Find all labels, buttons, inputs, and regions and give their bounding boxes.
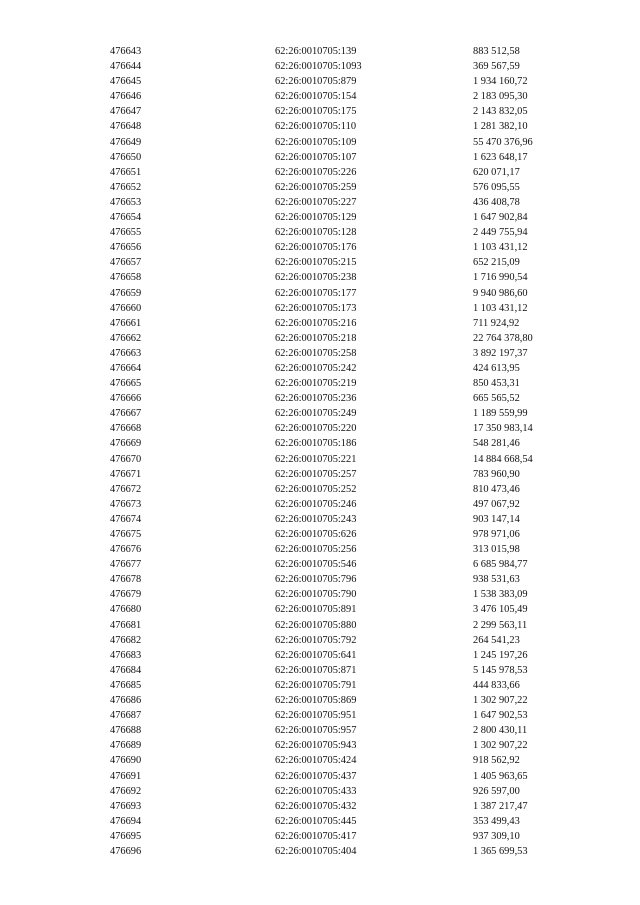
cadastral-number-cell: 62:26:0010705:796 — [275, 574, 357, 586]
record-number-cell: 476667 — [110, 408, 142, 420]
cadastral-value-cell: 2 299 563,11 — [473, 619, 528, 631]
cadastral-value-cell: 903 147,14 — [473, 513, 520, 525]
cadastral-number-cell: 62:26:0010705:176 — [275, 242, 357, 254]
record-number-cell: 476690 — [110, 755, 142, 767]
cadastral-number-cell: 62:26:0010705:107 — [275, 151, 357, 163]
cadastral-number-cell: 62:26:0010705:242 — [275, 362, 357, 374]
record-number-cell: 476651 — [110, 166, 142, 178]
cadastral-number-cell: 62:26:0010705:1093 — [275, 61, 362, 73]
cadastral-value-cell: 424 613,95 — [473, 362, 520, 374]
record-number-cell: 476655 — [110, 227, 142, 239]
table-row — [110, 784, 580, 799]
cadastral-number-cell: 62:26:0010705:246 — [275, 498, 357, 510]
record-number-cell: 476689 — [110, 740, 142, 752]
table-row — [110, 738, 580, 753]
table-row — [110, 602, 580, 617]
table-row — [110, 633, 580, 648]
cadastral-number-cell: 62:26:0010705:218 — [275, 332, 357, 344]
cadastral-number-cell: 62:26:0010705:177 — [275, 287, 357, 299]
cadastral-value-cell: 2 183 095,30 — [473, 91, 528, 103]
table-row — [110, 240, 580, 255]
table-row — [110, 346, 580, 361]
cadastral-number-cell: 62:26:0010705:139 — [275, 46, 357, 57]
cadastral-value-cell: 1 647 902,53 — [473, 710, 528, 722]
record-number-cell: 476675 — [110, 529, 142, 540]
record-number-cell: 476662 — [110, 332, 142, 344]
cadastral-value-cell: 497 067,92 — [473, 498, 520, 510]
record-number-cell: 476663 — [110, 347, 142, 359]
cadastral-value-cell: 1 245 197,26 — [473, 649, 528, 661]
cadastral-value-cell: 783 960,90 — [473, 468, 520, 480]
record-number-cell: 476652 — [110, 181, 142, 193]
cadastral-number-cell: 62:26:0010705:437 — [275, 770, 357, 782]
table-row — [110, 195, 580, 210]
record-number-cell: 476684 — [110, 664, 142, 676]
table-row — [110, 301, 580, 316]
cadastral-value-cell: 810 473,46 — [473, 483, 520, 495]
cadastral-value-cell: 14 884 668,54 — [473, 453, 533, 465]
table-row — [110, 769, 580, 784]
cadastral-value-cell: 9 940 986,60 — [473, 287, 528, 299]
cadastral-number-cell: 62:26:0010705:259 — [275, 181, 357, 193]
cadastral-number-cell: 62:26:0010705:252 — [275, 483, 357, 495]
table-row — [110, 829, 580, 844]
record-number-cell: 476665 — [110, 378, 142, 390]
cadastral-value-cell: 620 071,17 — [473, 166, 520, 178]
cadastral-number-cell: 62:26:0010705:641 — [275, 649, 357, 661]
cadastral-number-cell: 62:26:0010705:256 — [275, 544, 357, 556]
cadastral-number-cell: 62:26:0010705:257 — [275, 468, 357, 480]
cadastral-value-cell: 850 453,31 — [473, 378, 520, 390]
cadastral-number-cell: 62:26:0010705:417 — [275, 830, 357, 842]
cadastral-value-cell: 1 302 907,22 — [473, 740, 528, 752]
cadastral-value-cell: 1 189 559,99 — [473, 408, 528, 420]
cadastral-value-cell: 1 103 431,12 — [473, 242, 528, 254]
table-row — [110, 406, 580, 421]
table-row — [110, 678, 580, 693]
table-row — [110, 467, 580, 482]
cadastral-value-cell: 1 103 431,12 — [473, 302, 528, 314]
cadastral-number-cell: 62:26:0010705:236 — [275, 393, 357, 405]
record-number-cell: 476672 — [110, 483, 142, 495]
cadastral-value-cell: 1 281 382,10 — [473, 121, 528, 133]
cadastral-value-cell: 3 476 105,49 — [473, 604, 528, 616]
cadastral-number-cell: 62:26:0010705:249 — [275, 408, 357, 420]
record-number-cell: 476648 — [110, 121, 142, 133]
record-number-cell: 476643 — [110, 46, 142, 57]
cadastral-value-cell: 1 387 217,47 — [473, 800, 528, 812]
cadastral-value-cell: 978 971,06 — [473, 529, 520, 540]
cadastral-value-cell: 1 647 902,84 — [473, 212, 528, 224]
record-number-cell: 476645 — [110, 76, 142, 88]
table-row — [110, 527, 580, 542]
record-number-cell: 476668 — [110, 423, 142, 435]
table-row — [110, 376, 580, 391]
table-row — [110, 135, 580, 150]
record-number-cell: 476656 — [110, 242, 142, 254]
cadastral-number-cell: 62:26:0010705:227 — [275, 196, 357, 208]
cadastral-value-cell: 264 541,23 — [473, 634, 520, 646]
record-number-cell: 476680 — [110, 604, 142, 616]
cadastral-number-cell: 62:26:0010705:891 — [275, 604, 357, 616]
record-number-cell: 476654 — [110, 212, 142, 224]
cadastral-value-cell: 313 015,98 — [473, 544, 520, 556]
table-row — [110, 74, 580, 89]
table-row — [110, 753, 580, 768]
cadastral-number-cell: 62:26:0010705:221 — [275, 453, 357, 465]
cadastral-number-cell: 62:26:0010705:871 — [275, 664, 357, 676]
cadastral-value-cell: 1 623 648,17 — [473, 151, 528, 163]
table-row — [110, 482, 580, 497]
cadastral-value-cell: 369 567,59 — [473, 61, 520, 73]
record-number-cell: 476682 — [110, 634, 142, 646]
cadastral-number-cell: 62:26:0010705:943 — [275, 740, 357, 752]
table-row — [110, 557, 580, 572]
table-row — [110, 361, 580, 376]
cadastral-number-cell: 62:26:0010705:792 — [275, 634, 357, 646]
cadastral-value-cell: 2 449 755,94 — [473, 227, 528, 239]
cadastral-value-cell: 436 408,78 — [473, 196, 520, 208]
cadastral-number-cell: 62:26:0010705:154 — [275, 91, 357, 103]
cadastral-value-cell: 17 350 983,14 — [473, 423, 533, 435]
table-row — [110, 165, 580, 180]
cadastral-value-cell: 22 764 378,80 — [473, 332, 533, 344]
record-number-cell: 476677 — [110, 559, 142, 571]
table-row — [110, 180, 580, 195]
cadastral-number-cell: 62:26:0010705:215 — [275, 257, 357, 269]
cadastral-number-cell: 62:26:0010705:186 — [275, 438, 357, 450]
record-number-cell: 476647 — [110, 106, 142, 118]
record-number-cell: 476696 — [110, 845, 142, 857]
cadastral-value-cell: 3 892 197,37 — [473, 347, 528, 359]
cadastral-value-cell: 1 716 990,54 — [473, 272, 528, 284]
record-number-cell: 476694 — [110, 815, 142, 827]
table-row — [110, 723, 580, 738]
cadastral-number-cell: 62:26:0010705:110 — [275, 121, 357, 133]
table-row — [110, 497, 580, 512]
cadastral-value-cell: 1 538 383,09 — [473, 589, 528, 601]
table-row — [110, 210, 580, 225]
table-row — [110, 391, 580, 406]
record-number-cell: 476679 — [110, 589, 142, 601]
record-number-cell: 476670 — [110, 453, 142, 465]
table-row — [110, 693, 580, 708]
cadastral-value-cell: 665 565,52 — [473, 393, 520, 405]
table-row — [110, 512, 580, 527]
table-row — [110, 421, 580, 436]
table-row — [110, 119, 580, 134]
table-row — [110, 270, 580, 285]
cadastral-number-cell: 62:26:0010705:546 — [275, 559, 357, 571]
record-number-cell: 476653 — [110, 196, 142, 208]
table-row — [110, 89, 580, 104]
cadastral-number-cell: 62:26:0010705:404 — [275, 845, 357, 857]
record-number-cell: 476659 — [110, 287, 142, 299]
cadastral-value-cell: 2 800 430,11 — [473, 725, 528, 737]
cadastral-value-cell: 576 095,55 — [473, 181, 520, 193]
table-row — [110, 452, 580, 467]
record-number-cell: 476644 — [110, 61, 142, 73]
record-number-cell: 476666 — [110, 393, 142, 405]
record-number-cell: 476693 — [110, 800, 142, 812]
record-number-cell: 476674 — [110, 513, 142, 525]
table-row — [110, 799, 580, 814]
table-row — [110, 572, 580, 587]
record-number-cell: 476691 — [110, 770, 142, 782]
record-number-cell: 476687 — [110, 710, 142, 722]
cadastral-number-cell: 62:26:0010705:445 — [275, 815, 357, 827]
cadastral-number-cell: 62:26:0010705:219 — [275, 378, 357, 390]
record-number-cell: 476685 — [110, 679, 142, 691]
table-row — [110, 542, 580, 557]
table-row — [110, 104, 580, 119]
table-row — [110, 648, 580, 663]
record-number-cell: 476671 — [110, 468, 142, 480]
table-row — [110, 331, 580, 346]
cadastral-value-cell: 353 499,43 — [473, 815, 520, 827]
record-number-cell: 476673 — [110, 498, 142, 510]
cadastral-value-cell: 938 531,63 — [473, 574, 520, 586]
cadastral-number-cell: 62:26:0010705:957 — [275, 725, 357, 737]
record-number-cell: 476669 — [110, 438, 142, 450]
record-number-cell: 476688 — [110, 725, 142, 737]
cadastral-number-cell: 62:26:0010705:880 — [275, 619, 357, 631]
record-number-cell: 476660 — [110, 302, 142, 314]
table-row — [110, 286, 580, 301]
record-number-cell: 476646 — [110, 91, 142, 103]
record-number-cell: 476686 — [110, 695, 142, 707]
cadastral-number-cell: 62:26:0010705:626 — [275, 529, 357, 540]
cadastral-value-cell: 711 924,92 — [473, 317, 520, 329]
table-row — [110, 316, 580, 331]
record-number-cell: 476649 — [110, 136, 142, 148]
cadastral-number-cell: 62:26:0010705:129 — [275, 212, 357, 224]
cadastral-number-cell: 62:26:0010705:258 — [275, 347, 357, 359]
record-number-cell: 476661 — [110, 317, 142, 329]
record-number-cell: 476676 — [110, 544, 142, 556]
table-row — [110, 618, 580, 633]
cadastral-value-cell: 2 143 832,05 — [473, 106, 528, 118]
cadastral-number-cell: 62:26:0010705:790 — [275, 589, 357, 601]
table-row — [110, 663, 580, 678]
cadastral-value-cell: 55 470 376,96 — [473, 136, 533, 148]
record-number-cell: 476658 — [110, 272, 142, 284]
table-row — [110, 436, 580, 451]
cadastral-value-cell: 5 145 978,53 — [473, 664, 528, 676]
cadastral-value-cell: 1 302 907,22 — [473, 695, 528, 707]
cadastral-number-cell: 62:26:0010705:432 — [275, 800, 357, 812]
cadastral-number-cell: 62:26:0010705:951 — [275, 710, 357, 722]
cadastral-value-cell: 1 405 963,65 — [473, 770, 528, 782]
cadastral-number-cell: 62:26:0010705:109 — [275, 136, 357, 148]
cadastral-value-cell: 652 215,09 — [473, 257, 520, 269]
table-row — [110, 255, 580, 270]
table-row — [110, 150, 580, 165]
record-number-cell: 476664 — [110, 362, 142, 374]
record-number-cell: 476692 — [110, 785, 142, 797]
cadastral-number-cell: 62:26:0010705:216 — [275, 317, 357, 329]
cadastral-number-cell: 62:26:0010705:243 — [275, 513, 357, 525]
cadastral-number-cell: 62:26:0010705:424 — [275, 755, 357, 767]
cadastral-number-cell: 62:26:0010705:238 — [275, 272, 357, 284]
record-number-cell: 476683 — [110, 649, 142, 661]
table-row — [110, 59, 580, 74]
cadastral-value-cell: 926 597,00 — [473, 785, 520, 797]
cadastral-value-cell: 1 934 160,72 — [473, 76, 528, 88]
table-row — [110, 814, 580, 829]
cadastral-number-cell: 62:26:0010705:128 — [275, 227, 357, 239]
record-number-cell: 476657 — [110, 257, 142, 269]
table-row — [110, 844, 580, 859]
table-row — [110, 44, 580, 59]
record-number-cell: 476650 — [110, 151, 142, 163]
cadastral-number-cell: 62:26:0010705:869 — [275, 695, 357, 707]
cadastral-value-cell: 918 562,92 — [473, 755, 520, 767]
record-number-cell: 476678 — [110, 574, 142, 586]
cadastral-number-cell: 62:26:0010705:175 — [275, 106, 357, 118]
cadastral-value-cell: 444 833,66 — [473, 679, 520, 691]
cadastral-value-cell: 1 365 699,53 — [473, 845, 528, 857]
cadastral-number-cell: 62:26:0010705:173 — [275, 302, 357, 314]
cadastral-number-cell: 62:26:0010705:220 — [275, 423, 357, 435]
cadastral-number-cell: 62:26:0010705:226 — [275, 166, 357, 178]
record-number-cell: 476695 — [110, 830, 142, 842]
cadastral-number-cell: 62:26:0010705:879 — [275, 76, 357, 88]
table-row — [110, 587, 580, 602]
cadastral-value-cell: 883 512,58 — [473, 46, 520, 57]
table-row — [110, 708, 580, 723]
record-number-cell: 476681 — [110, 619, 142, 631]
cadastral-value-cell: 937 309,10 — [473, 830, 520, 842]
table-row — [110, 225, 580, 240]
cadastral-number-cell: 62:26:0010705:791 — [275, 679, 357, 691]
cadastral-value-table — [110, 44, 580, 859]
cadastral-value-cell: 6 685 984,77 — [473, 559, 528, 571]
cadastral-number-cell: 62:26:0010705:433 — [275, 785, 357, 797]
cadastral-value-cell: 548 281,46 — [473, 438, 520, 450]
